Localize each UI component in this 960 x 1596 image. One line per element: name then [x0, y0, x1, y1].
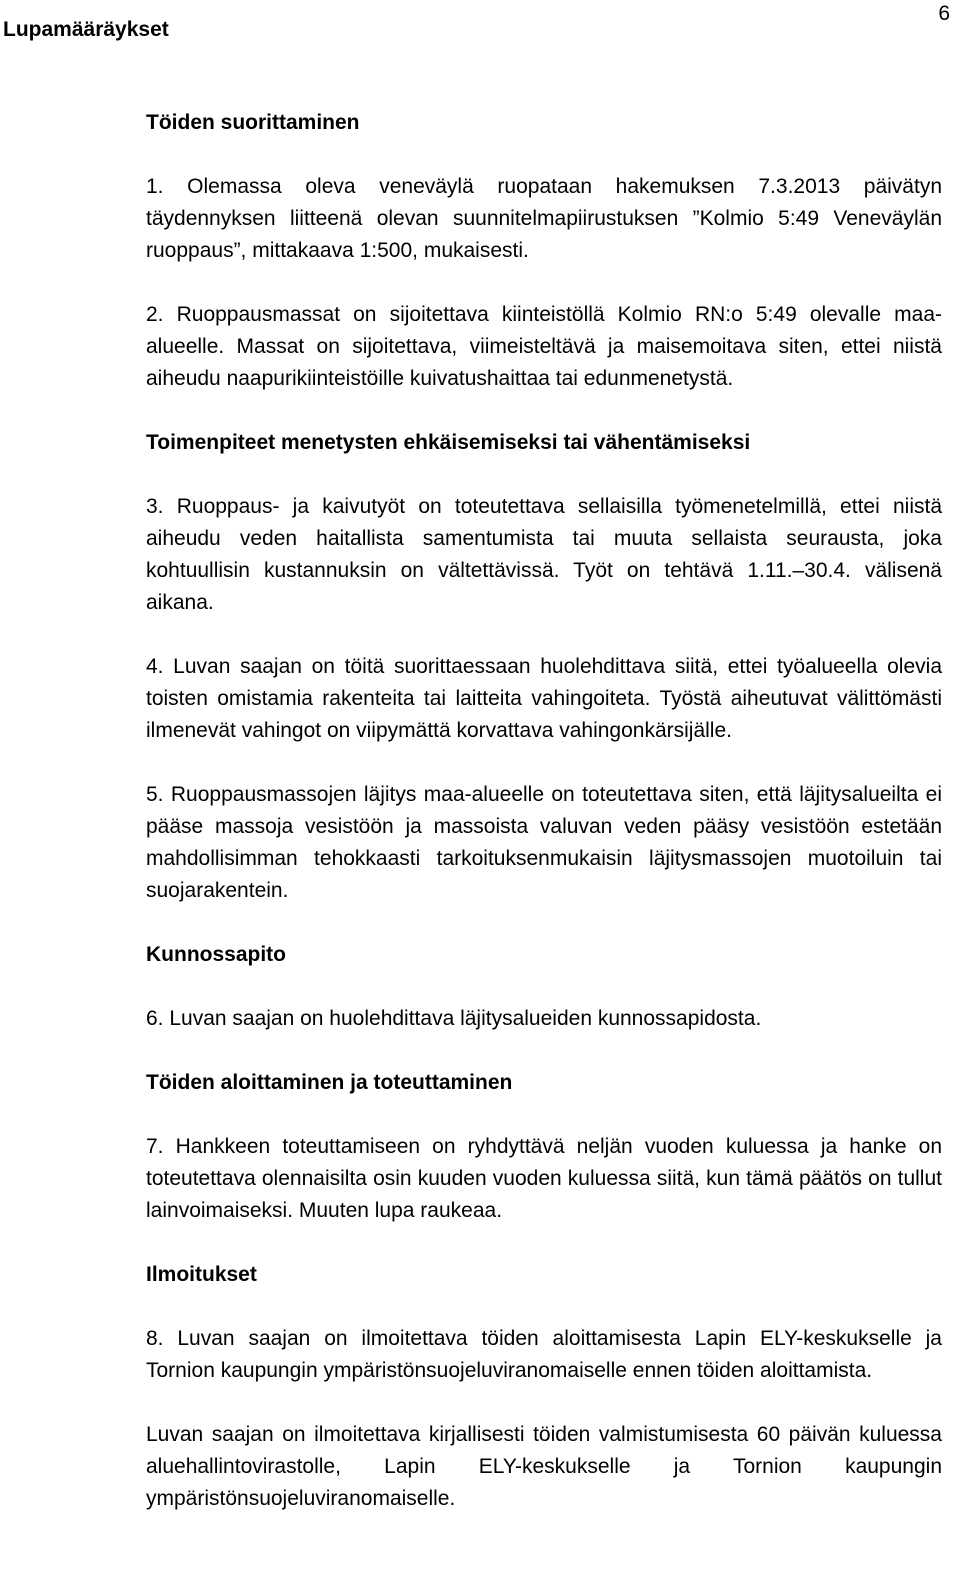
paragraph-6: 6. Luvan saajan on huolehdittava läjitysalueiden kunnossapidosta.: [146, 1007, 762, 1030]
paragraph-3: 3. Ruoppaus- ja kaivutyöt on toteutettava sellaisilla työmenetelmillä, ettei niistä aiheudu veden haitallista samentumista tai muuta sellaista seurausta, joka kohtuullisin kustannuksin on vältettävissä. Työt on tehtävä 1.11.–30.4. välisenä aikana.: [146, 495, 942, 614]
paragraph-8: 8. Luvan saajan on ilmoitettava töiden aloittamisesta Lapin ELY-keskukselle ja Tornion kaupungin ympäristönsuojeluviranomaiselle ennen töiden aloittamista.: [146, 1327, 942, 1382]
paragraph-4: 4. Luvan saajan on töitä suorittaessaan huolehdittava siitä, ettei työalueella olevia toisten omistamia rakenteita tai laitteita vahingoiteta. Työstä aiheutuvat välittömästi ilmenevät vahingot on viipymättä korvattava vahingonkärsijälle.: [146, 655, 942, 742]
paragraph-9: Luvan saajan on ilmoitettava kirjallisesti töiden valmistumisesta 60 päivän kuluessa aluehallintovirastolle, Lapin ELY-keskukselle ja Tornion kaupungin ympäristönsuojeluviranomaiselle.: [146, 1423, 942, 1510]
section-title-ilmoitukset: Ilmoitukset: [146, 1263, 257, 1286]
page-number: 6: [938, 2, 950, 25]
paragraph-5: 5. Ruoppausmassojen läjitys maa-alueelle on toteutettava siten, että läjitysalueilta ei pääse massoja vesistöön ja massoista valuvan veden pääsy vesistöön estetään mahdollisimman tehokkaasti tarkoituksenmukaisin läjitysmassojen muotoiluin tai suojarakentein.: [146, 783, 942, 902]
page-heading: Lupamääräykset: [3, 18, 169, 41]
section-title-toiden-aloittaminen: Töiden aloittaminen ja toteuttaminen: [146, 1071, 513, 1094]
paragraph-1: 1. Olemassa oleva veneväylä ruopataan hakemuksen 7.3.2013 päivätyn täydennyksen liitteenä olevan suunnitelmapiirustuksen ”Kolmio 5:49 Veneväylän ruoppaus”, mittakaava 1:500, mukaisesti.: [146, 175, 942, 262]
section-title-kunnossapito: Kunnossapito: [146, 943, 286, 966]
document-body: [146, 107, 942, 1515]
section-title-toimenpiteet: Toimenpiteet menetysten ehkäisemiseksi tai vähentämiseksi: [146, 431, 751, 454]
paragraph-2: 2. Ruoppausmassat on sijoitettava kiinteistöllä Kolmio RN:o 5:49 olevalle maa-alueelle. Massat on sijoitettava, viimeisteltävä ja maisemoitava siten, ettei niistä aiheudu naapurikiinteistöille kuivatushaittaa tai edunmenetystä.: [146, 303, 942, 390]
section-title-toiden-suorittaminen: Töiden suorittaminen: [146, 111, 360, 134]
paragraph-7: 7. Hankkeen toteuttamiseen on ryhdyttävä neljän vuoden kuluessa ja hanke on toteutettava olennaisilta osin kuuden vuoden kuluessa siitä, kun tämä päätös on tullut lainvoimaiseksi. Muuten lupa raukeaa.: [146, 1135, 942, 1222]
